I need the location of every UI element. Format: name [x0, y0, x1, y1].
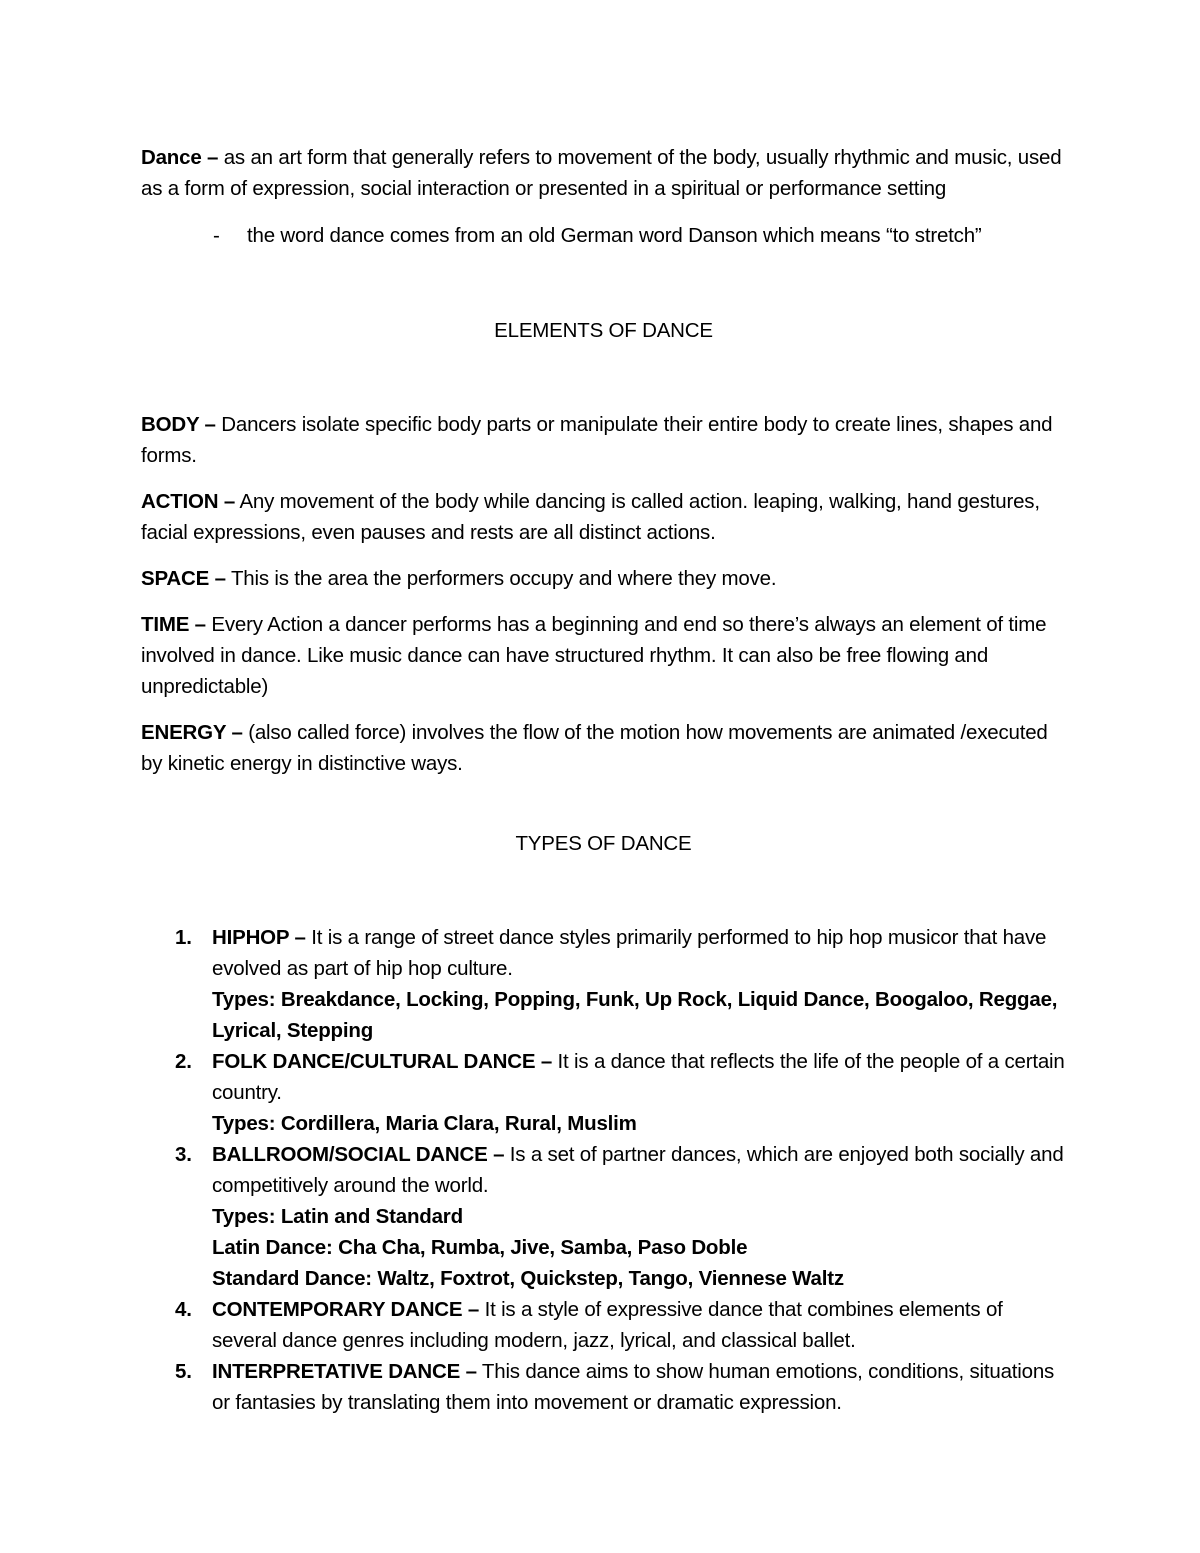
types-list	[141, 922, 1066, 1418]
type-text: Is a set of partner dances, which are enjoyed both socially and competitively around the world.	[212, 1143, 1064, 1197]
type-item-ballroom	[141, 1139, 1066, 1294]
bullet-dash: -	[213, 224, 220, 247]
dance-definition	[141, 142, 1066, 204]
type-term: CONTEMPORARY DANCE –	[212, 1298, 480, 1321]
element-text: (also called force) involves the flow of the motion how movements are animated /executed by kinetic energy in distinctive ways.	[141, 721, 1048, 775]
type-term: INTERPRETATIVE DANCE –	[212, 1360, 477, 1383]
type-text: It is a dance that reflects the life of the people of a certain country.	[212, 1050, 1065, 1104]
element-text: Any movement of the body while dancing is called action. leaping, walking, hand gestures, facial expressions, even pauses and rests are all distinct actions.	[141, 490, 1040, 544]
type-subtypes: Types: Latin and Standard	[212, 1205, 463, 1228]
elements-list	[141, 409, 1066, 779]
type-term: FOLK DANCE/CULTURAL DANCE –	[212, 1050, 553, 1073]
element-body	[141, 409, 1066, 471]
list-number: 1.	[175, 926, 192, 949]
element-term: BODY –	[141, 413, 216, 436]
type-item-hiphop	[141, 922, 1066, 1046]
list-number: 4.	[175, 1298, 192, 1321]
type-item-folk	[141, 1046, 1066, 1139]
types-heading: TYPES OF DANCE	[515, 832, 692, 855]
element-time	[141, 609, 1066, 702]
element-term: ACTION –	[141, 490, 236, 513]
type-subtypes-latin: Latin Dance: Cha Cha, Rumba, Jive, Samba, Paso Doble	[212, 1236, 748, 1259]
element-space	[141, 563, 1066, 594]
document-body	[141, 142, 1066, 1418]
definition-text: as an art form that generally refers to movement of the body, usually rhythmic and music, used as a form of expression, social interaction or presented in a spiritual or performance setting	[141, 146, 1062, 200]
list-number: 5.	[175, 1360, 192, 1383]
element-term: SPACE –	[141, 567, 226, 590]
elements-heading: ELEMENTS OF DANCE	[494, 319, 713, 342]
type-term: BALLROOM/SOCIAL DANCE –	[212, 1143, 505, 1166]
type-subtypes: Types: Cordillera, Maria Clara, Rural, Muslim	[212, 1112, 637, 1135]
type-text: This dance aims to show human emotions, conditions, situations or fantasies by translating them into movement or dramatic expression.	[212, 1360, 1055, 1414]
list-number: 3.	[175, 1143, 192, 1166]
type-term: HIPHOP –	[212, 926, 306, 949]
element-term: ENERGY –	[141, 721, 243, 744]
type-subtypes: Types: Breakdance, Locking, Popping, Funk, Up Rock, Liquid Dance, Boogaloo, Reggae, Lyrical, Stepping	[212, 988, 1058, 1042]
type-item-contemporary	[141, 1294, 1066, 1356]
definition-term: Dance –	[141, 146, 219, 169]
list-number: 2.	[175, 1050, 192, 1073]
type-item-interpretative	[141, 1356, 1066, 1418]
element-action	[141, 486, 1066, 548]
type-text: It is a range of street dance styles primarily performed to hip hop musicor that have evolved as part of hip hop culture.	[212, 926, 1047, 980]
bullet-text: the word dance comes from an old German word Danson which means “to stretch”	[247, 224, 982, 247]
element-text: This is the area the performers occupy and where they move.	[225, 567, 777, 590]
element-energy	[141, 717, 1066, 779]
type-text: It is a style of expressive dance that combines elements of several dance genres including modern, jazz, lyrical, and classical ballet.	[212, 1298, 1003, 1352]
element-term: TIME –	[141, 613, 206, 636]
element-text: Dancers isolate specific body parts or manipulate their entire body to create lines, shapes and forms.	[141, 413, 1053, 467]
type-subtypes-standard: Standard Dance: Waltz, Foxtrot, Quickstep, Tango, Viennese Waltz	[212, 1267, 844, 1290]
etymology-bullet	[141, 220, 1066, 251]
element-text: Every Action a dancer performs has a beginning and end so there’s always an element of time involved in dance. Like music dance can have structured rhythm. It can also be free flowing and unpredictable)	[141, 613, 1047, 698]
